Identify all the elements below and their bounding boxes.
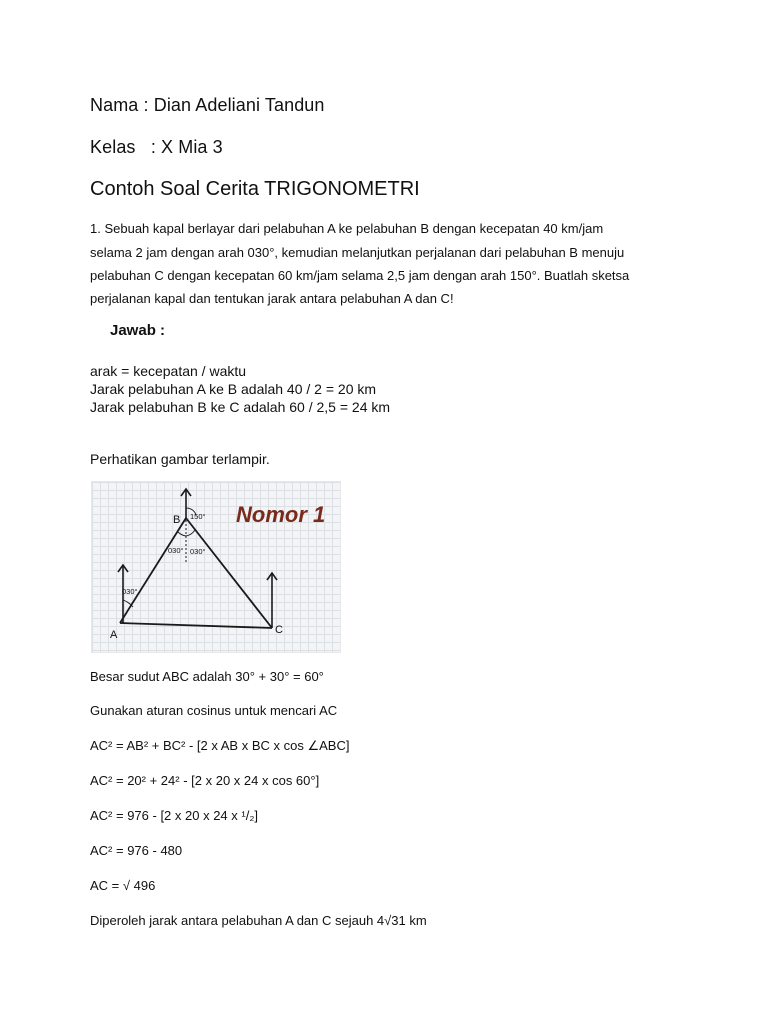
problem-line-4: perjalanan kapal dan tentukan jarak antara pelabuhan A dan C! <box>90 291 454 306</box>
student-class: Kelas : X Mia 3 <box>90 137 223 157</box>
point-label-a: A <box>110 629 118 641</box>
answer-line-2: Jarak pelabuhan A ke B adalah 40 / 2 = 20 km <box>90 381 377 397</box>
angle-label-b-top: 150° <box>190 512 206 521</box>
point-label-b: B <box>173 514 181 526</box>
solution-line-2: Gunakan aturan cosinus untuk mencari AC <box>90 703 338 718</box>
side-ab <box>120 518 186 623</box>
solution-line-7: AC = √ 496 <box>90 878 156 893</box>
solution-line-4: AC² = 20² + 24² - [2 x 20 x 24 x cos 60°] <box>90 773 320 788</box>
problem-line-2: selama 2 jam dengan arah 030°, kemudian melanjutkan perjalanan dari pelabuhan B menuju <box>90 245 625 260</box>
solution-line-3: AC² = AB² + BC² - [2 x AB x BC x cos ∠ABC] <box>90 738 350 753</box>
triangle-figure <box>91 481 341 653</box>
side-bc <box>186 518 272 628</box>
angle-label-b-right: 030° <box>190 547 206 556</box>
solution-line-6: AC² = 976 - 480 <box>90 843 183 858</box>
angle-label-a: 030° <box>122 587 138 596</box>
figure-note: Perhatikan gambar terlampir. <box>90 451 270 467</box>
answer-heading: Jawab : <box>110 322 166 339</box>
point-label-c: C <box>275 624 283 636</box>
student-name: Nama : Dian Adeliani Tandun <box>90 95 325 115</box>
answer-line-3: Jarak pelabuhan B ke C adalah 60 / 2,5 = 24 km <box>90 399 391 415</box>
document-title: Contoh Soal Cerita TRIGONOMETRI <box>90 178 420 200</box>
problem-line-3: pelabuhan C dengan kecepatan 60 km/jam selama 2,5 jam dengan arah 150°. Buatlah sketsa <box>90 268 630 283</box>
solution-line-8: Diperoleh jarak antara pelabuhan A dan C sejauh 4√31 km <box>90 913 427 928</box>
solution-line-5: AC² = 976 - [2 x 20 x 24 x ¹/₂] <box>90 808 258 823</box>
solution-line-1: Besar sudut ABC adalah 30° + 30° = 60° <box>90 669 324 684</box>
answer-line-1: arak = kecepatan / waktu <box>90 363 247 379</box>
problem-line-1: 1. Sebuah kapal berlayar dari pelabuhan A ke pelabuhan B dengan kecepatan 40 km/jam <box>90 221 604 236</box>
angle-label-b-left: 030° <box>168 546 184 555</box>
side-ac <box>120 623 272 628</box>
handwritten-label: Nomor 1 <box>236 502 326 527</box>
